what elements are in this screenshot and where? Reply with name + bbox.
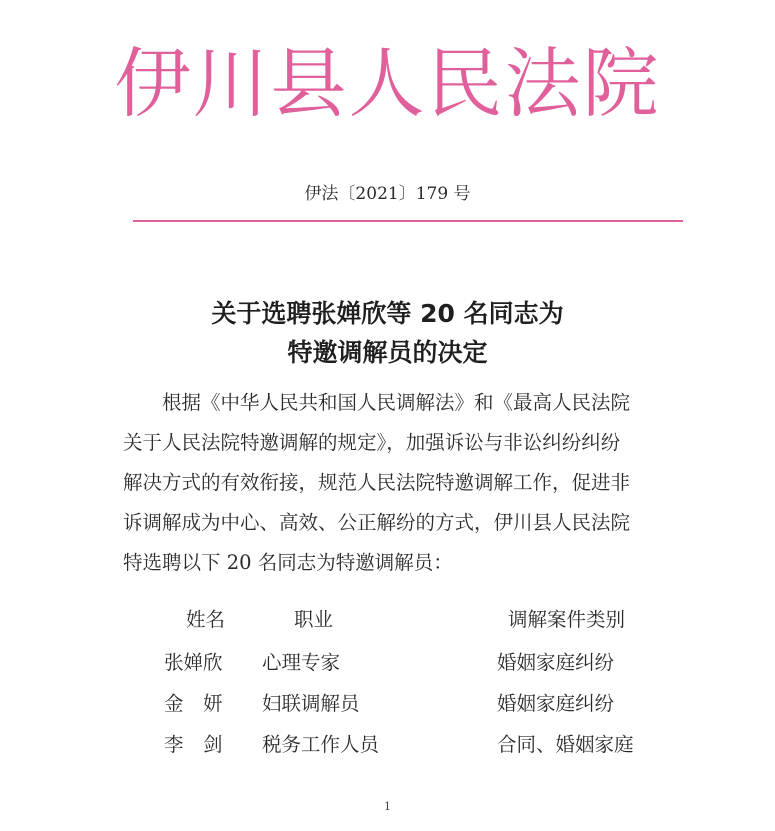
body-line: 解决方式的有效衔接，规范人民法院特邀调解工作，促进非 bbox=[123, 471, 631, 494]
page-number: 1 bbox=[384, 800, 391, 813]
table-header-row bbox=[0, 600, 775, 640]
document-number: 伊法〔2021〕179 号 bbox=[304, 184, 471, 204]
row-name: 金 妍 bbox=[164, 692, 223, 715]
row-name: 张婵欣 bbox=[164, 651, 223, 674]
court-masthead: 伊川县人民法院 bbox=[114, 39, 661, 128]
header-case-type: 调解案件类别 bbox=[508, 608, 626, 631]
row-case-type: 婚姻家庭纠纷 bbox=[497, 692, 615, 715]
document-title-line-2: 特邀调解员的决定 bbox=[287, 338, 488, 367]
row-name: 李 剑 bbox=[164, 733, 223, 756]
row-occupation: 心理专家 bbox=[262, 651, 341, 674]
row-occupation: 税务工作人员 bbox=[262, 733, 380, 756]
table-row bbox=[0, 684, 775, 724]
body-line: 诉调解成为中心、高效、公正解纷的方式，伊川县人民法院 bbox=[123, 511, 631, 534]
row-case-type: 婚姻家庭纠纷 bbox=[497, 651, 615, 674]
table-row bbox=[0, 643, 775, 683]
header-name: 姓名 bbox=[186, 608, 226, 631]
body-line: 特选聘以下 20 名同志为特邀调解员： bbox=[123, 551, 453, 574]
body-line: 关于人民法院特邀调解的规定》，加强诉讼与非讼纠纷纠纷 bbox=[123, 431, 621, 454]
table-row bbox=[0, 725, 775, 765]
header-occupation: 职业 bbox=[294, 608, 334, 631]
document-title-line-1: 关于选聘张婵欣等 20 名同志为 bbox=[211, 299, 564, 328]
row-case-type: 合同、婚姻家庭 bbox=[497, 733, 634, 756]
red-separator-line bbox=[133, 220, 683, 222]
body-line: 根据《中华人民共和国人民调解法》和《最高人民法院 bbox=[123, 391, 631, 414]
row-occupation: 妇联调解员 bbox=[262, 692, 360, 715]
